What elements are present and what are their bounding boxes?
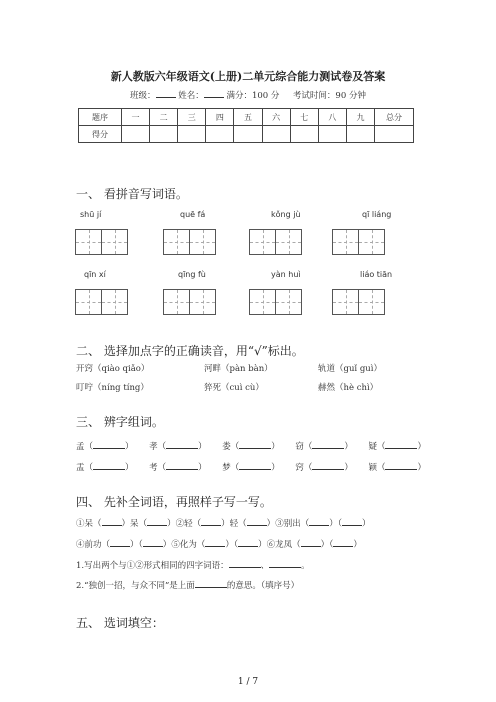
fill-blank[interactable] bbox=[342, 518, 362, 526]
reading-item bbox=[204, 362, 273, 374]
item-word: 轨道 bbox=[318, 364, 336, 374]
score-cell[interactable] bbox=[206, 126, 234, 143]
header-cell: 题序 bbox=[79, 109, 122, 126]
section5-title: 五、 选词填空： bbox=[76, 616, 164, 630]
pinyin-label: qīn xí bbox=[84, 270, 106, 279]
char: 孟 bbox=[76, 442, 85, 452]
word-group-item[interactable]: 疑（ ） bbox=[368, 442, 426, 452]
header-cell: 二 bbox=[150, 109, 178, 126]
name-blank bbox=[204, 89, 224, 98]
fill-blank[interactable] bbox=[201, 518, 221, 526]
item-word: 赫然 bbox=[318, 383, 336, 393]
reading-item bbox=[318, 362, 382, 374]
score-table-header bbox=[79, 109, 414, 126]
writing-grid[interactable] bbox=[163, 229, 216, 255]
score-cell[interactable] bbox=[290, 126, 318, 143]
header-cell: 九 bbox=[346, 109, 374, 126]
question-1: 1.写出两个与①②形式相同的四字词语： 、 。 bbox=[76, 561, 310, 571]
score-cell[interactable] bbox=[234, 126, 262, 143]
word-group-item[interactable]: 盂（ ） bbox=[76, 463, 134, 473]
fill-line: ④前功（ ）（ ）⑤化为（ ）（ ）⑥龙凤（ ）（ ） bbox=[76, 540, 362, 550]
fill-blank[interactable] bbox=[205, 539, 225, 547]
name-label: 姓名： bbox=[178, 91, 204, 101]
writing-grid[interactable] bbox=[332, 289, 385, 315]
char: 窃 bbox=[295, 442, 304, 452]
word-group-row bbox=[76, 440, 426, 452]
fill-prefix: ②轻 bbox=[175, 519, 193, 529]
section2-title: 二、 选择加点字的正确读音，用“√”标出。 bbox=[76, 344, 304, 358]
reading-item bbox=[204, 381, 264, 393]
header-cell: 八 bbox=[318, 109, 346, 126]
header-cell: 三 bbox=[178, 109, 206, 126]
reading-item bbox=[318, 381, 378, 393]
score-table-row bbox=[79, 126, 414, 143]
fill-blank[interactable] bbox=[247, 518, 267, 526]
header-cell: 总分 bbox=[375, 109, 414, 126]
class-label: 班级： bbox=[130, 91, 156, 101]
fill-blank[interactable] bbox=[333, 539, 353, 547]
char: 考 bbox=[149, 463, 158, 473]
item-word: 叮咛 bbox=[76, 383, 94, 393]
char: 娄 bbox=[222, 442, 231, 452]
char: 颖 bbox=[368, 463, 377, 473]
writing-grid[interactable] bbox=[75, 229, 128, 255]
writing-grid[interactable] bbox=[332, 229, 385, 255]
q1-blank[interactable] bbox=[229, 560, 261, 568]
word-group-row bbox=[76, 461, 426, 473]
header-cell: 五 bbox=[234, 109, 262, 126]
item-word: 开窍 bbox=[76, 364, 94, 374]
header-cell: 七 bbox=[290, 109, 318, 126]
document-title: 新人教版六年级语文(上册)二单元综合能力测试卷及答案 bbox=[110, 70, 386, 83]
exam-info bbox=[0, 89, 496, 101]
pinyin-label: quē fá bbox=[180, 210, 206, 219]
score-cell[interactable] bbox=[375, 126, 414, 143]
pinyin-label: qīng fù bbox=[178, 270, 206, 279]
word-group-item[interactable]: 娄（ ） bbox=[222, 442, 280, 452]
q2-text: 2.“独创一招，与众不同”是上面 bbox=[76, 581, 195, 591]
score-cell[interactable] bbox=[178, 126, 206, 143]
char: 窍 bbox=[295, 463, 304, 473]
fill-blank[interactable] bbox=[143, 539, 163, 547]
score-cell[interactable] bbox=[262, 126, 290, 143]
fill-blank[interactable] bbox=[301, 539, 321, 547]
item-options[interactable]: （níng tíng） bbox=[93, 383, 149, 393]
item-word: 猝死 bbox=[204, 383, 222, 393]
score-label: 得分 bbox=[79, 126, 122, 143]
pinyin-label: kǒng jù bbox=[271, 210, 301, 219]
header-cell: 六 bbox=[262, 109, 290, 126]
header-cell: 四 bbox=[206, 109, 234, 126]
fill-blank[interactable] bbox=[238, 539, 258, 547]
section3-title: 三、 辨字组词。 bbox=[76, 415, 164, 429]
word-group-item[interactable]: 窍（ ） bbox=[295, 463, 353, 473]
fill-prefix: ⑥龙凤 bbox=[266, 540, 293, 550]
char: 孝 bbox=[149, 442, 158, 452]
writing-grid[interactable] bbox=[75, 289, 128, 315]
pinyin-label: qī liáng bbox=[362, 210, 392, 219]
score-cell[interactable] bbox=[318, 126, 346, 143]
section4-title: 四、 先补全词语，再照样子写一写。 bbox=[76, 495, 272, 509]
word-group-item[interactable]: 考（ ） bbox=[149, 463, 207, 473]
reading-item bbox=[76, 362, 149, 374]
item-options[interactable]: （qiào qiǎo） bbox=[93, 364, 150, 374]
exam-time: 考试时间：90 分钟 bbox=[292, 91, 366, 101]
fill-prefix: ①呆 bbox=[76, 519, 94, 529]
writing-grid[interactable] bbox=[249, 229, 302, 255]
q2-end: 的意思。（填序号） bbox=[226, 581, 300, 591]
fill-blank[interactable] bbox=[147, 518, 167, 526]
word-group-item[interactable]: 窃（ ） bbox=[295, 442, 353, 452]
char: 盂 bbox=[76, 463, 85, 473]
word-group-item[interactable]: 孝（ ） bbox=[149, 442, 207, 452]
word-group-item[interactable]: 孟（ ） bbox=[76, 442, 134, 452]
item-word: 河畔 bbox=[204, 364, 222, 374]
fill-prefix: ⑤化为 bbox=[171, 540, 197, 550]
question-2 bbox=[76, 579, 299, 591]
item-options[interactable]: （guǐ guì） bbox=[335, 364, 382, 374]
q2-blank[interactable] bbox=[195, 580, 227, 588]
fill-prefix: 呆 bbox=[130, 519, 139, 529]
pinyin-label: shū jí bbox=[80, 210, 102, 219]
score-cell[interactable] bbox=[346, 126, 374, 143]
fill-blank[interactable] bbox=[110, 539, 130, 547]
fill-prefix: ④前功 bbox=[76, 540, 102, 550]
header-cell: 一 bbox=[122, 109, 150, 126]
reading-item bbox=[76, 381, 149, 393]
fill-prefix: ③别出 bbox=[275, 519, 301, 529]
score-table bbox=[78, 108, 414, 143]
item-options[interactable]: （pàn bàn） bbox=[221, 364, 273, 374]
writing-grid[interactable] bbox=[163, 289, 216, 315]
word-group-item[interactable]: 颖（ ） bbox=[368, 463, 426, 473]
pinyin-label: yàn huì bbox=[271, 270, 301, 279]
fill-prefix: 轻 bbox=[229, 519, 239, 529]
q1-text: 1.写出两个与①②形式相同的四字词语： bbox=[76, 561, 229, 571]
fill-line: ①呆（ ）呆（ ）②轻（ ）轻（ ）③别出（ ）（ ） bbox=[76, 519, 371, 529]
char: 疑 bbox=[368, 442, 377, 452]
word-group-item[interactable]: 梦（ ） bbox=[222, 463, 280, 473]
section1-title: 一、 看拼音写词语。 bbox=[76, 187, 188, 201]
score-cell[interactable] bbox=[150, 126, 178, 143]
char: 梦 bbox=[222, 463, 231, 473]
class-blank bbox=[156, 89, 176, 98]
fill-blank[interactable] bbox=[309, 518, 329, 526]
pinyin-label: liáo tiān bbox=[360, 270, 393, 279]
score-cell[interactable] bbox=[122, 126, 150, 143]
full-score: 满分：100 分 bbox=[226, 91, 280, 101]
q1-blank[interactable] bbox=[269, 560, 301, 568]
item-options[interactable]: （cuì cù） bbox=[221, 383, 264, 393]
item-options[interactable]: （hè chì） bbox=[335, 383, 379, 393]
writing-grid[interactable] bbox=[249, 289, 302, 315]
fill-blank[interactable] bbox=[102, 518, 122, 526]
page-number: 1 / 7 bbox=[237, 677, 259, 687]
